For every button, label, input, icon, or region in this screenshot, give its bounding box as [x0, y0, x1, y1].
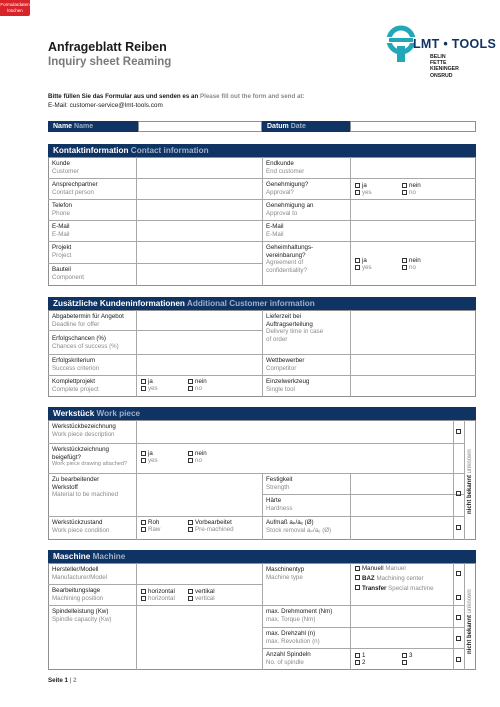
unknown-condition-checkbox[interactable] [456, 524, 463, 531]
spindle-count-1-2-checkbox[interactable]: 1 2 [355, 652, 365, 667]
label-deadline: Abgabetermin für Angebot Deadline for offer [52, 313, 124, 328]
contact-person-field[interactable] [137, 179, 261, 198]
page-subtitle: Inquiry sheet Reaming [48, 56, 172, 68]
complete-project-yes-checkbox[interactable]: ja yes [141, 378, 158, 393]
manufacturer-field[interactable] [137, 564, 261, 583]
clear-form-button[interactable]: Formulardaten löschen [0, 0, 30, 16]
label-complete-project: Komplettprojekt Complete project [52, 378, 99, 393]
label-phone: Telefon Phone [52, 202, 72, 217]
label-contact-person: Ansprechpartner Contact person [52, 181, 98, 196]
criterion-field[interactable] [137, 355, 261, 374]
label-delivery-time: Lieferzeit bei Auftragserteilung Delivery time in case of order [266, 313, 324, 343]
workpiece-description-field[interactable] [137, 421, 452, 442]
label-email: E-Mail E-Mail [52, 223, 70, 238]
confidentiality-no-checkbox[interactable]: nein no [402, 257, 421, 272]
date-field[interactable] [350, 121, 476, 132]
drawing-yes-checkbox[interactable]: ja yes [141, 450, 158, 465]
spindle-capacity-field[interactable] [137, 606, 261, 669]
label-strength: Festigkeit Strength [266, 476, 293, 491]
unknown-spindle-checkbox[interactable] [456, 656, 463, 663]
label-stock-removal: Aufmaß aₚ/aₑ (Ø) Stock removal aₚ/aₑ (Ø) [266, 519, 332, 534]
label-approval: Genehmigung? Approval? [266, 181, 309, 196]
date-label: Datum Date [262, 121, 350, 132]
label-machine-type: Maschinentyp Machine type [266, 566, 305, 581]
hardness-field[interactable] [351, 495, 452, 515]
condition-raw-checkbox[interactable]: Roh Raw [141, 519, 160, 534]
unknown-position-checkbox[interactable] [456, 594, 463, 601]
page-title: Anfrageblatt Reiben [48, 40, 167, 54]
right-email-field[interactable] [351, 221, 475, 240]
strength-field[interactable] [351, 474, 452, 493]
position-horizontal-checkbox[interactable]: horizontal horizontal [141, 588, 175, 603]
label-spindle-count: Anzahl Spindeln No. of spindle [266, 651, 311, 666]
name-field[interactable] [138, 121, 262, 132]
condition-premachined-checkbox[interactable]: Vorbearbeitet Pre-machined [188, 519, 234, 534]
logo-brands: BELIN FETTE KIENINGER ONSRUD [430, 54, 459, 79]
label-competitor: Wettbewerber Competitor [266, 357, 305, 372]
machine-type-options[interactable]: Manuell Manuel BAZ Machining center Transfer Special machine [355, 565, 434, 592]
name-label: Name Name [48, 121, 138, 132]
torque-field[interactable] [351, 606, 452, 626]
label-material: Zu bearbeitender Werkstoff Material to be machined [52, 476, 119, 499]
competitor-field[interactable] [351, 355, 475, 374]
single-tool-field[interactable] [351, 376, 475, 396]
label-revolution: max. Drehzahl (n) max. Revolution (n) [266, 630, 320, 645]
page-indicator: Seite 1 | 2 [48, 677, 77, 684]
unknown-material-checkbox[interactable] [456, 490, 463, 497]
intro-instruction: Bitte füllen Sie das Formular aus und senden es an Please fill out the form and send at: [48, 93, 305, 100]
label-single-tool: Einzelwerkzeug Single tool [266, 378, 310, 393]
logo-wordmark: LMT • TOOLS [413, 37, 497, 51]
label-workpiece-condition: Werkstückzustand Work piece condition [52, 519, 110, 534]
label-torque: max. Drehmoment (Nm) max. Torque (Nm) [266, 608, 333, 623]
approval-to-field[interactable] [351, 200, 475, 219]
section-workpiece-header: Werkstück Work piece [48, 407, 476, 420]
project-field[interactable] [137, 242, 261, 262]
confidentiality-yes-checkbox[interactable]: ja yes [355, 257, 372, 272]
drawing-no-checkbox[interactable]: nein no [188, 450, 207, 465]
approval-no-checkbox[interactable]: nein no [402, 182, 421, 197]
label-project: Projekt Project [52, 244, 72, 259]
approval-yes-checkbox[interactable]: ja yes [355, 182, 372, 197]
end-customer-field[interactable] [351, 158, 475, 177]
delivery-time-field[interactable] [351, 311, 475, 353]
spindle-count-3-checkbox[interactable]: 3 [402, 652, 412, 667]
intro-email: E-Mail: customer-service@lmt-tools.com [48, 102, 163, 109]
deadline-field[interactable] [137, 311, 261, 329]
label-approval-to: Genehmigung an Approval to [266, 202, 314, 217]
unknown-column-label: nicht bekannt unknown [467, 449, 473, 514]
label-manufacturer: Hersteller/Modell Manufacturer/Model [52, 566, 108, 581]
label-confidentiality: Geheimhaltungs- vereinbarung? Agreement of confidentiality? [266, 244, 314, 274]
label-chances: Erfolgschancen (%) Chances of success (%) [52, 335, 119, 350]
customer-field[interactable] [137, 158, 261, 177]
label-spindle-capacity: Spindelleistung (Kw) Spindle capacity (Kw) [52, 608, 112, 623]
label-drawing-attached: Werkstückzeichnung beigefügt? Work piece drawing attached? [52, 446, 128, 468]
label-end-customer: Endkunde End customer [266, 160, 305, 175]
email-field[interactable] [137, 221, 261, 240]
label-machining-position: Bearbeitungslage Machining position [52, 587, 104, 602]
phone-field[interactable] [137, 200, 261, 219]
label-customer: Kunde Customer [52, 160, 79, 175]
unknown-column-label-machine: nicht bekannt unknown [467, 589, 473, 654]
unknown-description-checkbox[interactable] [456, 428, 463, 435]
position-vertical-checkbox[interactable]: vertikal vertical [188, 588, 215, 603]
logo-icon [386, 24, 416, 64]
material-field[interactable] [137, 474, 261, 515]
stock-removal-field[interactable] [351, 517, 452, 539]
section-additional-header: Zusätzliche Kundeninformationen Additional Customer information [48, 297, 476, 310]
label-right-email: E-Mail E-Mail [266, 223, 284, 238]
chances-field[interactable] [137, 331, 261, 353]
unknown-revolution-checkbox[interactable] [456, 635, 463, 642]
section-machine-header: Maschine Machine [48, 550, 476, 563]
complete-project-no-checkbox[interactable]: nein no [188, 378, 207, 393]
component-field[interactable] [137, 264, 261, 285]
section-contact-header: Kontaktinformation Contact information [48, 144, 476, 157]
unknown-machine-type-checkbox[interactable] [456, 570, 463, 577]
label-workpiece-description: Werkstückbezeichnung Work piece description [52, 423, 116, 438]
unknown-torque-checkbox[interactable] [456, 614, 463, 621]
label-component: Bauteil Component [52, 266, 84, 281]
label-hardness: Härte Hardness [266, 497, 293, 512]
revolution-field[interactable] [351, 628, 452, 647]
label-criterion: Erfolgskriterium Success criterion [52, 357, 100, 372]
